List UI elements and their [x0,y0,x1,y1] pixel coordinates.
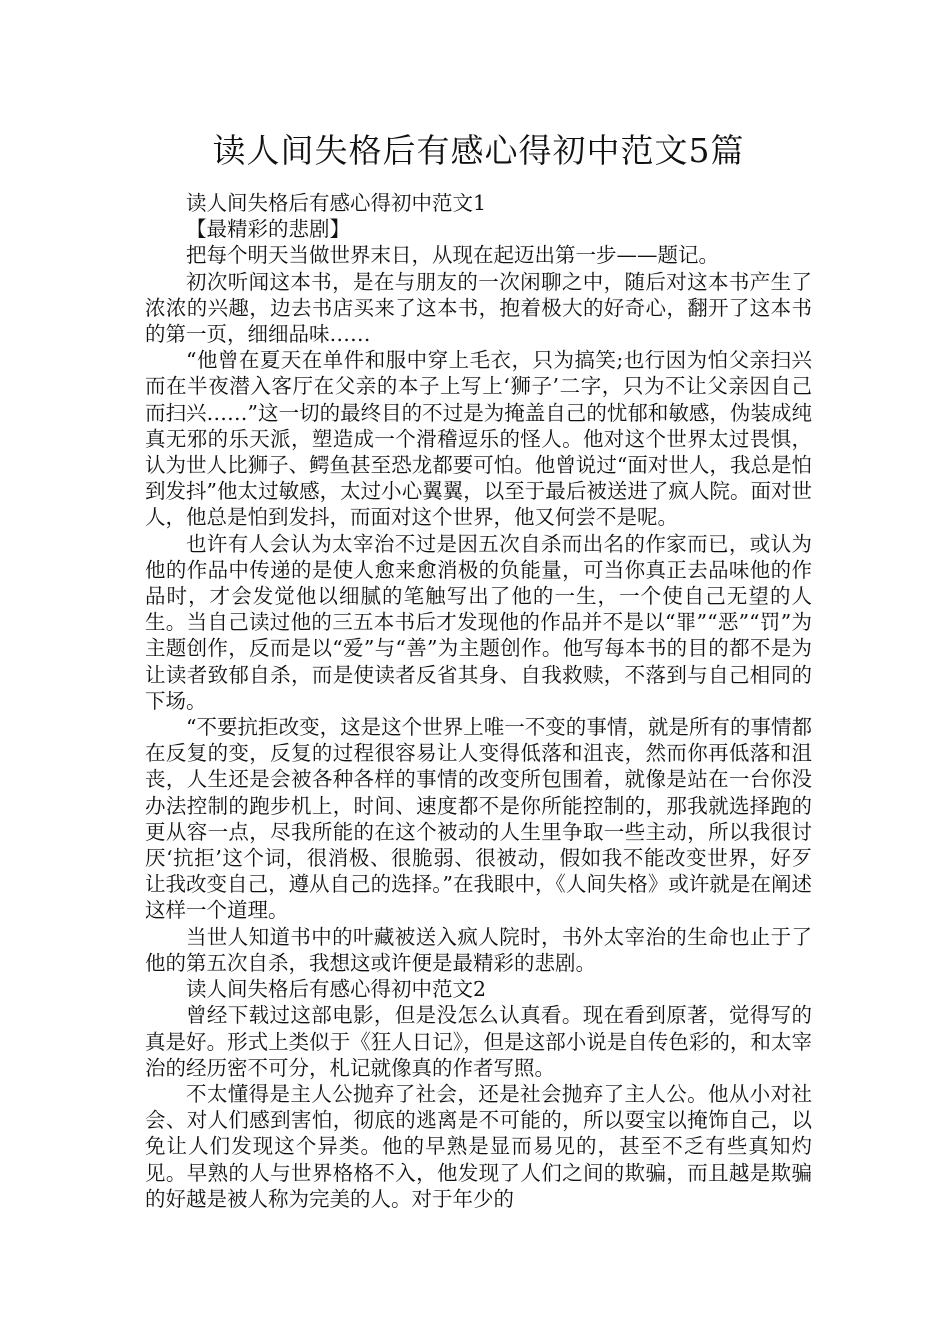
paragraph: 初次听闻这本书，是在与朋友的一次闲聊之中，随后对这本书产生了浓浓的兴趣，边去书店买来了这本书，抱着极大的好奇心，翻开了这本书的第一页，细细品味…… [145,269,812,347]
paragraph: “不要抗拒改变，这是这个世界上唯一不变的事情，就是所有的事情都在反复的变，反复的过程很容易让人变得低落和沮丧，然而你再低落和沮丧，人生还是会被各种各样的事情的改变所包围着，就像是站在一台你没办法控制的跑步机上，时间、速度都不是你所能控制的，那我就选择跑的更从容一点，尽我所能的在这个被动的人生里争取一些主动，所以我很讨厌‘抗拒’这个词，很消极、很脆弱、很被动，假如我不能改变世界，好歹让我改变自己，遵从自己的选择。”在我眼中，《人间失格》或许就是在阐述这样一个道理。 [145,715,812,923]
paragraph: 也许有人会认为太宰治不过是因五次自杀而出名的作家而已，或认为他的作品中传递的是使人愈来愈消极的负能量，可当你真正去品味他的作品时，才会发觉他以细腻的笔触写出了他的一生，一个使自己无望的人生。当自己读过他的三五本书后才发现他的作品并不是以“罪”“恶”“罚”为主题创作，反而是以“爱”与“善”为主题创作。他写每本书的目的都不是为让读者致郁自杀，而是使读者反省其身、自我救赎，不落到与自己相同的下场。 [145,531,812,713]
paragraph: “他曾在夏天在单件和服中穿上毛衣，只为搞笑;也行因为怕父亲扫兴而在半夜潜入客厅在父亲的本子上写上‘狮子’二字，只为不让父亲因自己而扫兴……”这一切的最终目的不过是为掩盖自己的忧郁和敏感，伪装成纯真无邪的乐天派，塑造成一个滑稽逗乐的怪人。他对这个世界太过畏惧，认为世人比狮子、鳄鱼甚至恐龙都要可怕。他曾说过“面对世人，我总是怕到发抖”他太过敏感，太过小心翼翼，以至于最后被送进了疯人院。面对世人，他总是怕到发抖，而面对这个世界，他又何尝不是呢。 [145,348,812,530]
section-heading-2: 读人间失格后有感心得初中范文2 [186,977,487,1002]
paragraph: 曾经下载过这部电影，但是没怎么认真看。现在看到原著，觉得写的真是好。形式上类似于《狂人日记》，但是这部小说是自传色彩的，和太宰治的经历密不可分，札记就像真的作者写照。 [145,1003,812,1080]
paragraph: 把每个明天当做世界末日，从现在起迈出第一步——题记。 [186,243,719,268]
section-heading-1: 读人间失格后有感心得初中范文1 [186,191,487,215]
paragraph: 当世人知道书中的叶藏被送入疯人院时，书外太宰治的生命也止于了他的第五次自杀，我想这或许便是最精彩的悲剧。 [145,924,812,975]
subtitle: 【最精彩的悲剧】 [186,217,350,242]
document-page [145,126,812,1212]
document-title: 读人间失格后有感心得初中范文5篇 [212,131,745,170]
paragraph: 不太懂得是主人公抛弃了社会，还是社会抛弃了主人公。他从小对社会、对人们感到害怕，彻底的逃离是不可能的，所以耍宝以掩饰自己，以免让人们发现这个异类。他的早熟是显而易见的，甚至不乏有些真知灼见。早熟的人与世界格格不入，他发现了人们之间的欺骗，而且越是欺骗的好越是被人称为完美的人。对于年少的 [145,1081,812,1211]
